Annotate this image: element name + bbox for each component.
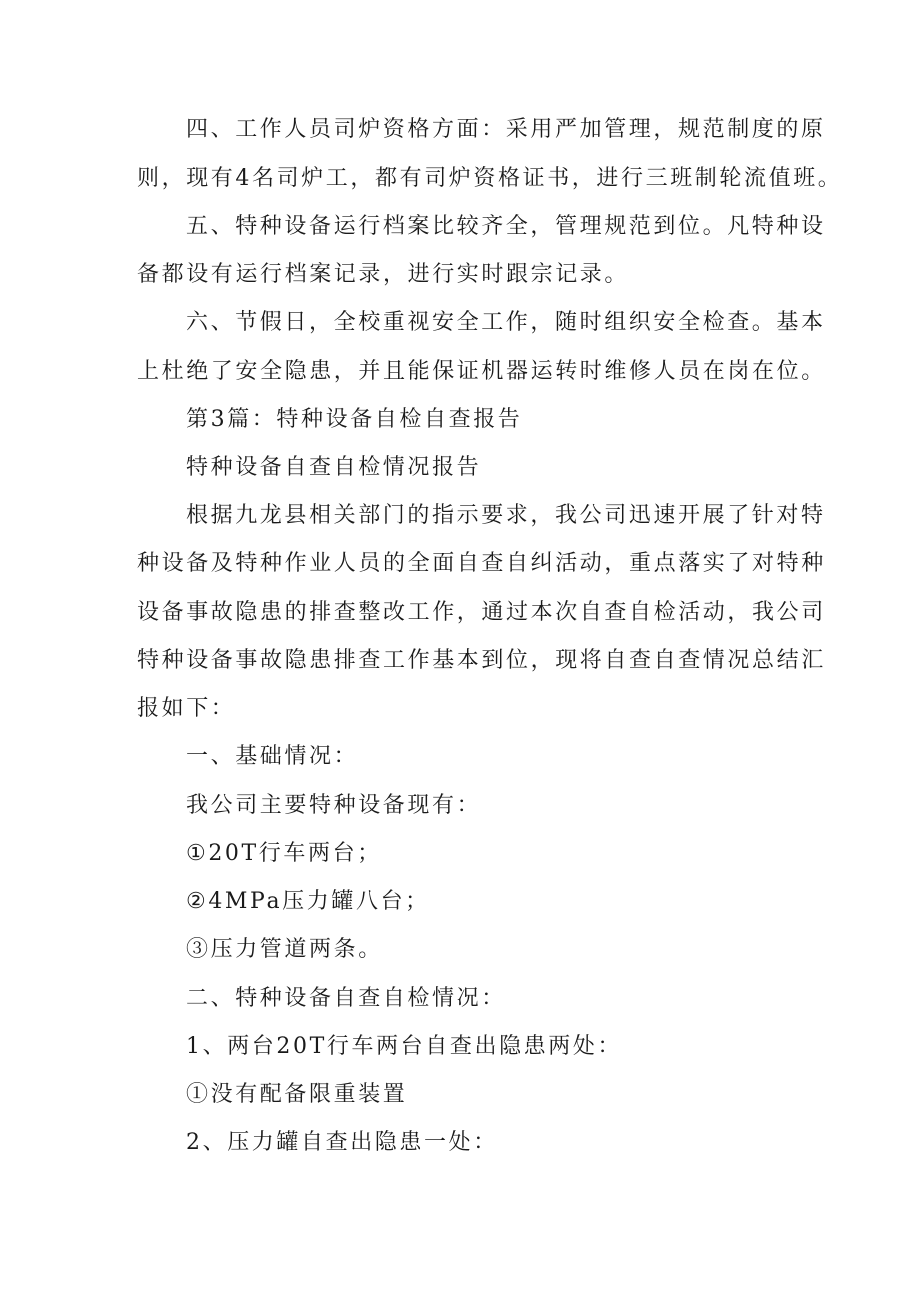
list-item: 2、压力罐自查出隐患一处：	[186, 1130, 498, 1155]
paragraph-line: 报如下：	[137, 696, 236, 721]
list-item: ①没有配备限重装置	[186, 1082, 408, 1107]
list-item: ③压力管道两条。	[186, 937, 383, 962]
list-item: 1、两台20T行车两台自查出隐患两处：	[186, 1034, 623, 1059]
paragraph-line: 设备事故隐患的排查整改工作，通过本次自查自检活动，我公司	[137, 600, 826, 625]
subsection-heading: 二、特种设备自查自检情况：	[186, 986, 506, 1011]
section-heading: 第3篇：特种设备自检自查报告	[186, 407, 523, 432]
paragraph-line: 种设备及特种作业人员的全面自查自纠活动，重点落实了对特种	[137, 551, 826, 576]
paragraph-line: 五、特种设备运行档案比较齐全，管理规范到位。凡特种设	[186, 214, 826, 239]
list-item: ①20T行车两台；	[186, 841, 382, 866]
paragraph-line: 备都设有运行档案记录，进行实时跟宗记录。	[137, 262, 630, 287]
paragraph-line: 我公司主要特种设备现有：	[186, 793, 482, 818]
paragraph-line: 则，现有4名司炉工，都有司炉资格证书，进行三班制轮流值班。	[137, 166, 843, 191]
subsection-heading: 一、基础情况：	[186, 744, 359, 769]
paragraph-line: 六、节假日，全校重视安全工作，随时组织安全检查。基本	[186, 310, 826, 335]
list-item: ②4MPa压力罐八台；	[186, 889, 430, 914]
paragraph-line: 上杜绝了安全隐患，并且能保证机器运转时维修人员在岗在位。	[137, 359, 826, 384]
paragraph-line: 根据九龙县相关部门的指示要求，我公司迅速开展了针对特	[186, 503, 826, 528]
paragraph-line: 四、工作人员司炉资格方面：采用严加管理，规范制度的原	[186, 117, 826, 142]
paragraph-line: 特种设备事故隐患排查工作基本到位，现将自查自查情况总结汇	[137, 648, 826, 673]
report-title: 特种设备自查自检情况报告	[186, 455, 482, 480]
